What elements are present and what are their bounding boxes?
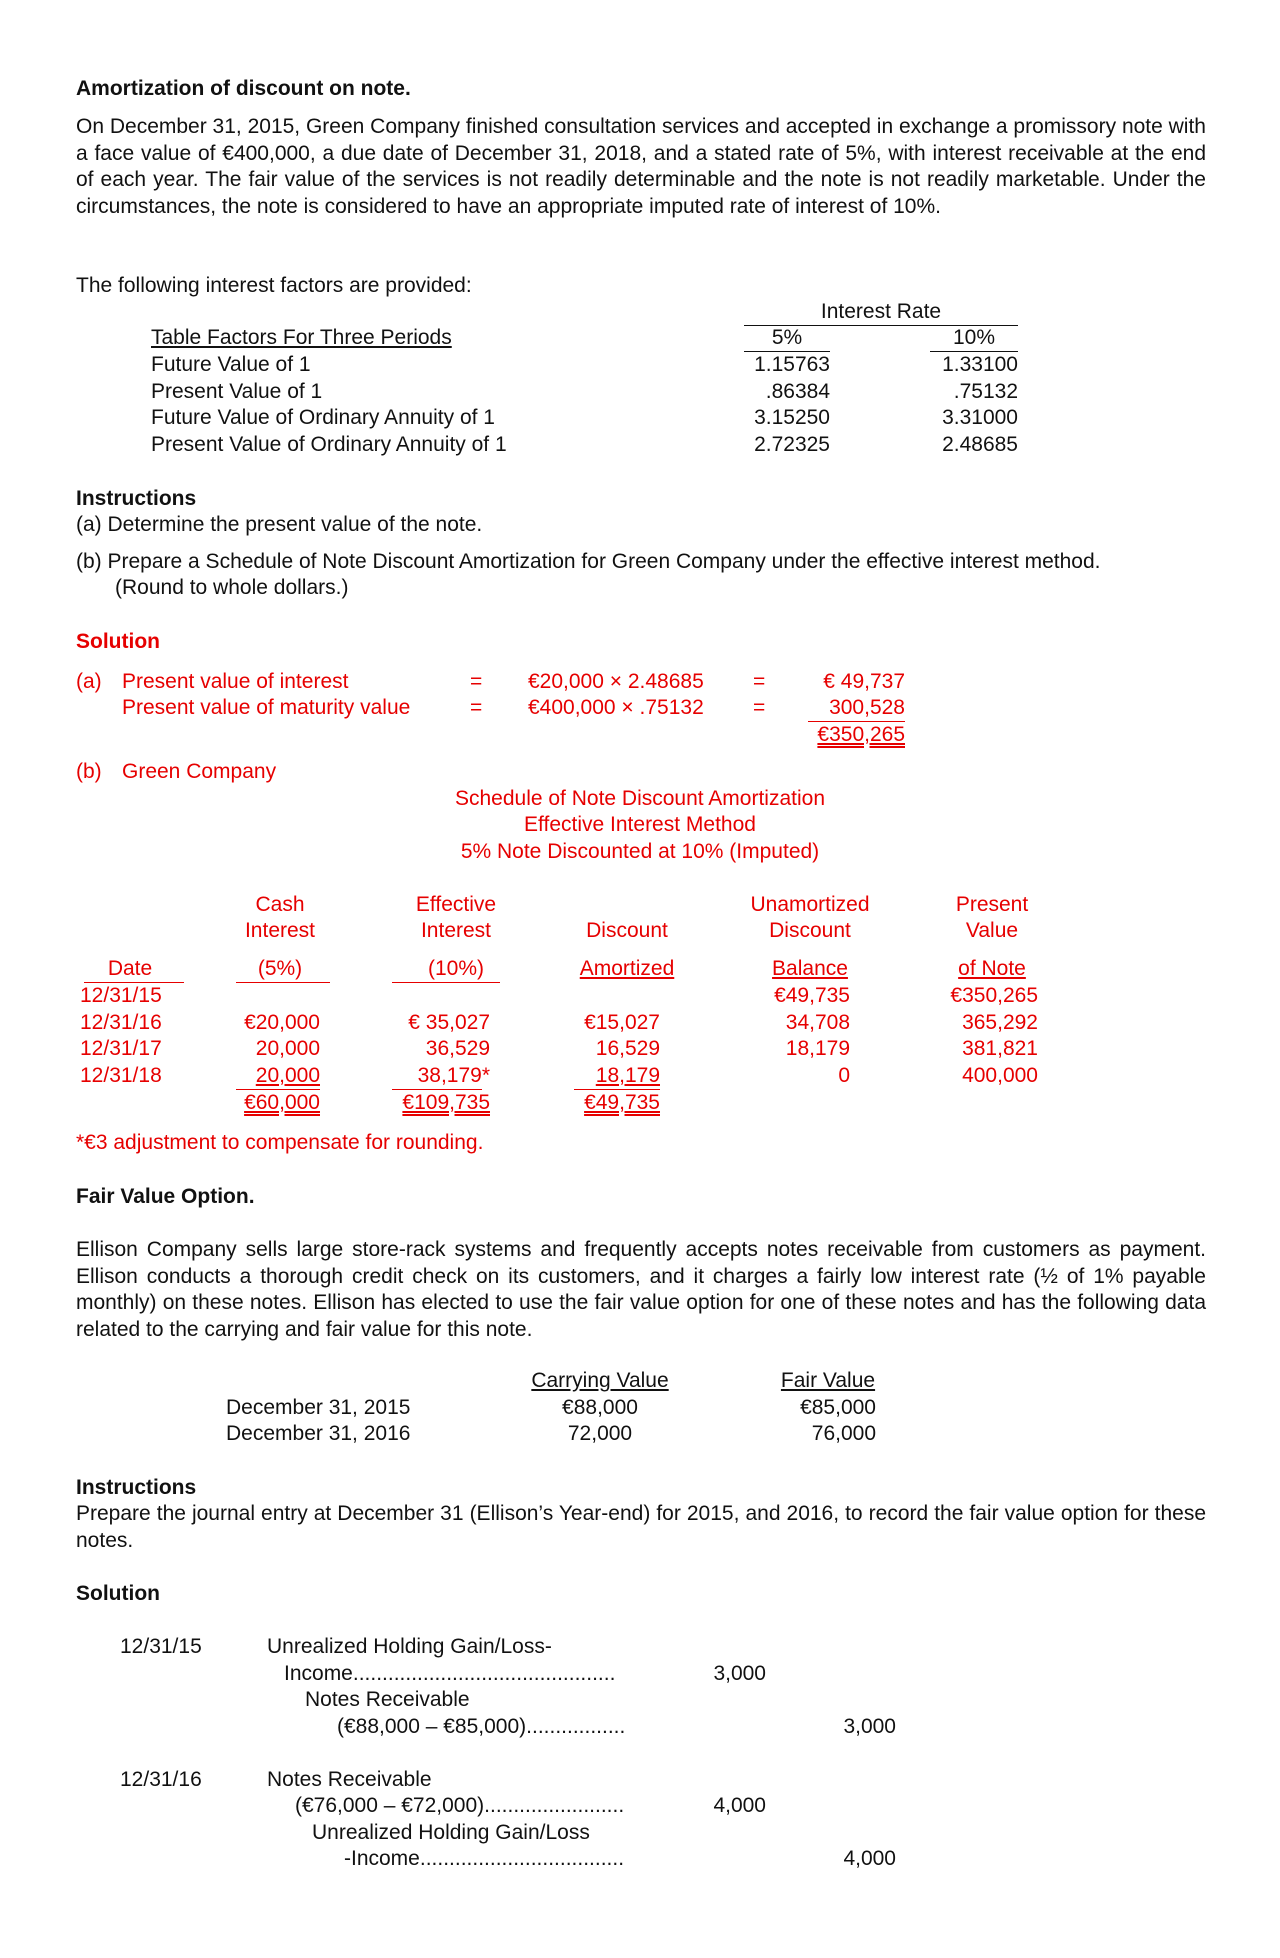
credit-amount: 3,000 [843, 1715, 896, 1738]
header-present: Present [955, 893, 1029, 916]
credit-account: Notes Receivable [305, 1688, 470, 1711]
debit-account: Notes Receivable [267, 1768, 432, 1791]
row-present: €350,265 [950, 984, 1038, 1007]
schedule-subtitle: 5% Note Discounted at 10% (Imputed) [460, 840, 820, 863]
instructions-heading: Instructions [76, 487, 197, 510]
row-effective: € 35,027 [408, 1011, 490, 1034]
debit-amount: 3,000 [713, 1662, 766, 1685]
header-unamortized: Balance [772, 957, 848, 980]
row-balance: 34,708 [785, 1011, 850, 1034]
row-carrying: €88,000 [562, 1396, 638, 1419]
row-carrying: 72,000 [567, 1422, 633, 1445]
header-present: Value [965, 919, 1019, 942]
solution-heading: Solution [76, 630, 160, 653]
factor-label: Future Value of Ordinary Annuity of 1 [151, 406, 495, 429]
entry-date: 12/31/15 [120, 1635, 202, 1658]
row-balance: €49,735 [774, 984, 850, 1007]
row-present: 381,821 [962, 1037, 1038, 1060]
factor-label: Present Value of Ordinary Annuity of 1 [151, 433, 507, 456]
factor-row-header: Table Factors For Three Periods [151, 326, 452, 349]
row-cash: 20,000 [255, 1064, 320, 1087]
problem2-instructions-heading: Instructions [76, 1476, 197, 1499]
entry-date: 12/31/16 [120, 1768, 202, 1791]
header-carrying-value: Carrying Value [531, 1369, 669, 1392]
instruction-b: (b) Prepare a Schedule of Note Discount Amortization for Green Company under the effective interest method. [76, 550, 1101, 573]
factor-label: Future Value of 1 [151, 353, 311, 376]
factor-value-5: 1.15763 [754, 353, 830, 376]
company-name: Green Company [122, 760, 277, 783]
factor-col-10: 10% [952, 326, 996, 349]
row-effective: 36,529 [425, 1037, 490, 1060]
instruction-b-cont: (Round to whole dollars.) [115, 576, 349, 599]
row-date: 12/31/16 [80, 1011, 162, 1034]
row-date: 12/31/15 [80, 984, 162, 1007]
problem1-paragraph: On December 31, 2015, Green Company finished consultation services and accepted in exchange a promissory note with a face value of €400,000, a due date of December 31, 2018, and a stated rate of 5%, with interest receivable at the end of each year. The fair value of the services is not readily determinable and the note is not readily marketable. Under the circumstances, the note is considered to have an appropriate imputed rate of interest of 10%. [76, 115, 1206, 218]
pv-interest-result: € 49,737 [823, 670, 905, 693]
header-cash: Interest [244, 919, 316, 942]
pv-total: €350,265 [817, 723, 905, 746]
row-balance: 18,179 [785, 1037, 850, 1060]
total-cash: €60,000 [244, 1091, 320, 1114]
row-date: December 31, 2016 [226, 1422, 411, 1445]
equals-sign: = [470, 670, 483, 693]
row-fair: 76,000 [811, 1422, 876, 1445]
header-date: Date [107, 957, 153, 980]
row-balance: 0 [838, 1064, 850, 1087]
total-discount: €49,735 [584, 1091, 660, 1114]
factor-value-5: .86384 [765, 380, 830, 403]
header-effective: Interest [420, 919, 492, 942]
row-date: December 31, 2015 [226, 1396, 411, 1419]
pv-maturity-result: 300,528 [829, 696, 905, 719]
row-fair: €85,000 [800, 1396, 876, 1419]
row-present: 365,292 [962, 1011, 1038, 1034]
equals-sign: = [753, 670, 766, 693]
row-effective: 38,179* [417, 1064, 490, 1087]
debit-account-cont: (€76,000 – €72,000)........................ [295, 1794, 625, 1817]
factors-intro: The following interest factors are provided: [76, 274, 472, 297]
pv-interest-calc: €20,000 × 2.48685 [528, 670, 704, 693]
row-cash: €20,000 [244, 1011, 320, 1034]
interest-rate-header: Interest Rate [820, 300, 942, 323]
row-date: 12/31/17 [80, 1037, 162, 1060]
problem2-title: Fair Value Option. [76, 1185, 255, 1208]
debit-account: Unrealized Holding Gain/Loss- [267, 1635, 552, 1658]
credit-account-cont: -Income................................... [344, 1847, 625, 1870]
factor-value-10: 3.31000 [942, 406, 1018, 429]
row-date: 12/31/18 [80, 1064, 162, 1087]
header-unamortized: Discount [769, 919, 851, 942]
factor-label: Present Value of 1 [151, 380, 323, 403]
debit-amount: 4,000 [713, 1794, 766, 1817]
factor-value-5: 3.15250 [754, 406, 830, 429]
header-present: of Note [958, 957, 1026, 980]
solution-a-marker: (a) [76, 670, 102, 693]
factor-value-10: .75132 [953, 380, 1018, 403]
equals-sign: = [470, 696, 483, 719]
problem1-title: Amortization of discount on note. [76, 77, 411, 100]
row-cash: 20,000 [255, 1037, 320, 1060]
header-unamortized: Unamortized [750, 893, 870, 916]
rounding-footnote: *€3 adjustment to compensate for rounding. [76, 1131, 484, 1154]
pv-maturity-label: Present value of maturity value [122, 696, 411, 719]
schedule-method: Effective Interest Method [524, 813, 756, 836]
schedule-title: Schedule of Note Discount Amortization [454, 787, 826, 810]
instruction-a: (a) Determine the present value of the note. [76, 513, 483, 536]
header-cash: Cash [255, 893, 305, 916]
row-discount: 16,529 [595, 1037, 660, 1060]
header-discount: Amortized [579, 957, 675, 980]
header-discount: Discount [586, 919, 668, 942]
row-present: 400,000 [962, 1064, 1038, 1087]
credit-amount: 4,000 [843, 1847, 896, 1870]
equals-sign: = [753, 696, 766, 719]
header-effective: Effective [415, 893, 497, 916]
row-discount: €15,027 [584, 1011, 660, 1034]
solution-b-marker: (b) [76, 760, 102, 783]
problem2-solution-heading: Solution [76, 1582, 160, 1605]
header-effective: (10%) [427, 957, 485, 980]
factor-value-10: 2.48685 [942, 433, 1018, 456]
pv-interest-label: Present value of interest [122, 670, 349, 693]
problem2-instructions-text: Prepare the journal entry at December 31 (Ellison’s Year-end) for 2015, and 2016, to record the fair value option for these notes. [76, 1502, 1206, 1552]
header-fair-value: Fair Value [780, 1369, 876, 1392]
factor-col-5: 5% [771, 326, 803, 349]
total-effective: €109,735 [402, 1091, 490, 1114]
factor-value-5: 2.72325 [754, 433, 830, 456]
problem2-paragraph: Ellison Company sells large store-rack systems and frequently accepts notes receivable from customers as payment. Ellison conducts a thorough credit check on its customers, and it charges a fairly low interest rate (½ of 1% payable monthly) on these notes. Ellison has elected to use the fair value option for one of these notes and has the following data related to the carrying and fair value for this note. [76, 1238, 1206, 1341]
credit-account: Unrealized Holding Gain/Loss [312, 1821, 590, 1844]
factor-value-10: 1.33100 [942, 353, 1018, 376]
row-discount: 18,179 [595, 1064, 660, 1087]
credit-account-cont: (€88,000 – €85,000)................. [337, 1715, 626, 1738]
header-cash: (5%) [257, 957, 303, 980]
pv-maturity-calc: €400,000 × .75132 [528, 696, 704, 719]
debit-account-cont: Income............................................. [284, 1662, 616, 1685]
